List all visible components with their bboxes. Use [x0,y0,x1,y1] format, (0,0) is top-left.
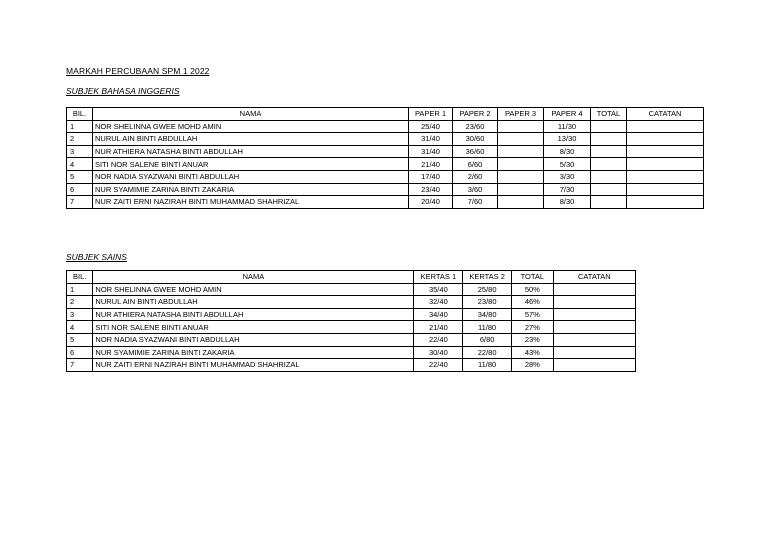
cell-total [591,196,627,209]
cell-bil: 3 [67,145,93,158]
header-kertas-2: KERTAS 2 [463,271,512,284]
cell-paper-1: 20/40 [409,196,453,209]
cell-nama: NUR ZAITI ERNI NAZIRAH BINTI MUHAMMAD SHAHRIZAL [93,196,409,209]
cell-nama: SITI NOR SALENE BINTI ANUAR [93,321,414,334]
cell-catatan [627,120,704,133]
cell-kertas-1: 34/40 [414,308,463,321]
cell-bil: 3 [67,308,93,321]
cell-catatan [627,183,704,196]
table-row [67,308,636,321]
cell-kertas-1: 22/40 [414,333,463,346]
cell-catatan [553,296,635,309]
cell-catatan [553,321,635,334]
cell-nama: NOR NADIA SYAZWANI BINTI ABDULLAH [93,170,409,183]
cell-paper-4: 5/30 [544,158,591,171]
cell-paper-1: 23/40 [409,183,453,196]
cell-bil: 2 [67,296,93,309]
table-row [67,133,704,146]
cell-bil: 1 [67,120,93,133]
cell-kertas-2: 25/80 [463,283,512,296]
cell-paper-4: 3/30 [544,170,591,183]
cell-catatan [553,346,635,359]
cell-paper-1: 17/40 [409,170,453,183]
table-row [67,120,704,133]
table-row [67,359,636,372]
cell-total: 43% [512,346,554,359]
cell-nama: SITI NOR SALENE BINTI ANUAR [93,158,409,171]
cell-total [591,158,627,171]
header-nama: NAMA [93,108,409,121]
header-total: TOTAL [591,108,627,121]
cell-catatan [627,158,704,171]
cell-kertas-1: 22/40 [414,359,463,372]
cell-kertas-2: 23/80 [463,296,512,309]
cell-paper-2: 23/60 [453,120,498,133]
cell-nama: NUR SYAMIMIE ZARINA BINTI ZAKARIA [93,346,414,359]
header-kertas-1: KERTAS 1 [414,271,463,284]
cell-nama: NOR SHELINNA GWEE MOHD AMIN [93,120,409,133]
cell-total: 50% [512,283,554,296]
cell-paper-3 [498,120,544,133]
cell-bil: 1 [67,283,93,296]
cell-catatan [627,196,704,209]
cell-paper-3 [498,170,544,183]
header-paper-4: PAPER 4 [544,108,591,121]
cell-nama: NUR SYAMIMIE ZARINA BINTI ZAKARIA [93,183,409,196]
header-paper-1: PAPER 1 [409,108,453,121]
table-row [67,145,704,158]
cell-kertas-1: 21/40 [414,321,463,334]
cell-kertas-2: 6/80 [463,333,512,346]
cell-paper-1: 25/40 [409,120,453,133]
cell-total: 46% [512,296,554,309]
cell-total [591,170,627,183]
cell-nama: NOR NADIA SYAZWANI BINTI ABDULLAH [93,333,414,346]
cell-paper-4: 11/30 [544,120,591,133]
cell-kertas-2: 11/80 [463,321,512,334]
cell-paper-3 [498,145,544,158]
table-row [67,196,704,209]
cell-bil: 6 [67,183,93,196]
subject-english-heading: SUBJEK BAHASA INGGERIS [66,86,180,96]
cell-paper-3 [498,183,544,196]
table-header-row [67,108,704,121]
table-row [67,158,704,171]
cell-bil: 4 [67,158,93,171]
cell-bil: 5 [67,170,93,183]
cell-catatan [553,308,635,321]
cell-paper-3 [498,196,544,209]
subject-science-heading: SUBJEK SAINS [66,252,127,262]
cell-catatan [553,283,635,296]
cell-total: 57% [512,308,554,321]
cell-paper-4: 13/30 [544,133,591,146]
cell-nama: NUR ATHIERA NATASHA BINTI ABDULLAH [93,145,409,158]
header-bil: BIL. [67,271,93,284]
cell-kertas-1: 30/40 [414,346,463,359]
table-header-row [67,271,636,284]
cell-bil: 7 [67,196,93,209]
cell-bil: 2 [67,133,93,146]
cell-nama: NURUL AIN BINTI ABDULLAH [93,296,414,309]
header-total: TOTAL [512,271,554,284]
cell-catatan [627,170,704,183]
cell-bil: 6 [67,346,93,359]
cell-paper-2: 30/60 [453,133,498,146]
table-row [67,333,636,346]
cell-kertas-1: 32/40 [414,296,463,309]
cell-total: 27% [512,321,554,334]
cell-catatan [553,359,635,372]
cell-paper-4: 8/30 [544,196,591,209]
cell-catatan [627,145,704,158]
cell-paper-1: 31/40 [409,145,453,158]
document-title: MARKAH PERCUBAAN SPM 1 2022 [66,66,210,76]
cell-nama: NURUL AIN BINTI ABDULLAH [93,133,409,146]
header-catatan: CATATAN [553,271,635,284]
cell-total [591,145,627,158]
header-paper-3: PAPER 3 [498,108,544,121]
cell-paper-1: 21/40 [409,158,453,171]
cell-total: 23% [512,333,554,346]
table-row [67,183,704,196]
english-marks-table [66,107,704,209]
cell-nama: NOR SHELINNA GWEE MOHD AMIN [93,283,414,296]
table-row [67,296,636,309]
cell-paper-4: 7/30 [544,183,591,196]
cell-paper-2: 3/60 [453,183,498,196]
cell-total [591,183,627,196]
science-marks-table [66,270,636,372]
cell-paper-2: 2/60 [453,170,498,183]
cell-total [591,120,627,133]
cell-total: 28% [512,359,554,372]
cell-nama: NUR ATHIERA NATASHA BINTI ABDULLAH [93,308,414,321]
cell-paper-2: 7/60 [453,196,498,209]
cell-paper-4: 8/30 [544,145,591,158]
cell-catatan [553,333,635,346]
table-row [67,283,636,296]
cell-paper-3 [498,133,544,146]
cell-kertas-2: 34/80 [463,308,512,321]
cell-bil: 4 [67,321,93,334]
cell-kertas-2: 11/80 [463,359,512,372]
cell-paper-2: 36/60 [453,145,498,158]
table-row [67,321,636,334]
cell-paper-1: 31/40 [409,133,453,146]
cell-kertas-1: 35/40 [414,283,463,296]
cell-paper-3 [498,158,544,171]
cell-kertas-2: 22/80 [463,346,512,359]
table-row [67,170,704,183]
cell-total [591,133,627,146]
cell-bil: 7 [67,359,93,372]
cell-nama: NUR ZAITI ERNI NAZIRAH BINTI MUHAMMAD SHAHRIZAL [93,359,414,372]
header-paper-2: PAPER 2 [453,108,498,121]
cell-paper-2: 6/60 [453,158,498,171]
cell-bil: 5 [67,333,93,346]
header-bil: BIL. [67,108,93,121]
header-nama: NAMA [93,271,414,284]
table-row [67,346,636,359]
header-catatan: CATATAN [627,108,704,121]
cell-catatan [627,133,704,146]
